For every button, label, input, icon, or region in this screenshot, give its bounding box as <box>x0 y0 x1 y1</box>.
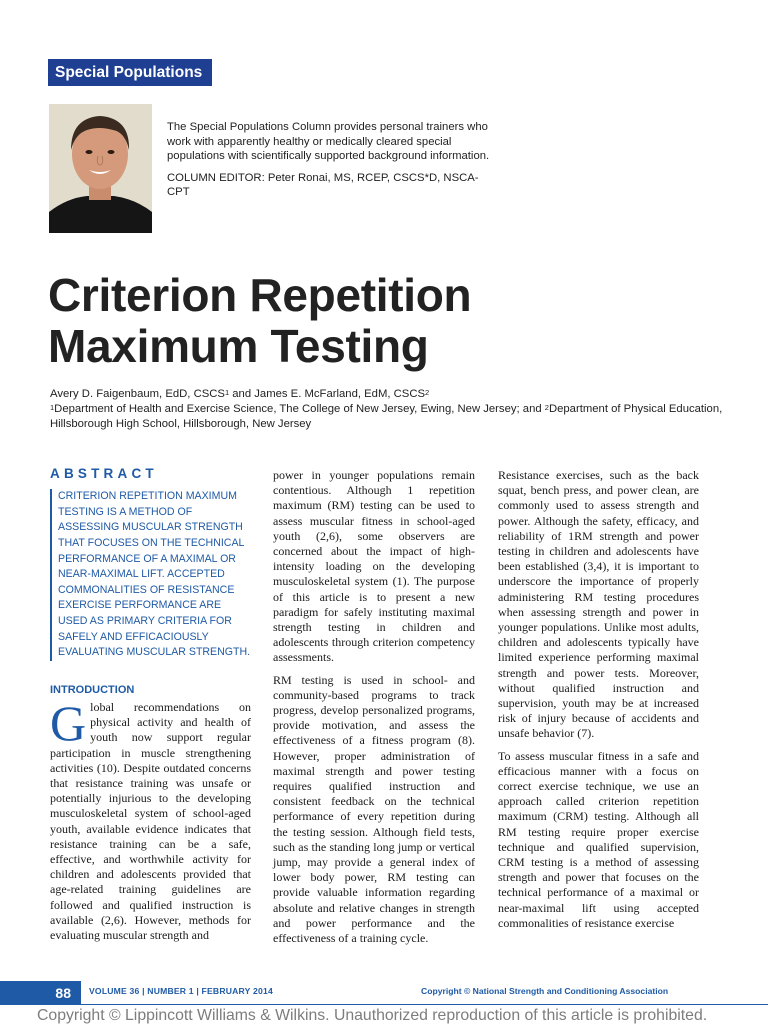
title-line-2: Maximum Testing <box>48 320 429 372</box>
column-intro-text: The Special Populations Column provides personal trainers who work with apparently healthy or medically cleared special populations with scientifically supported background information. <box>167 121 490 162</box>
column-left <box>50 466 251 943</box>
abstract-heading: ABSTRACT <box>50 466 158 481</box>
author-names: Avery D. Faigenbaum, EdD, CSCS$^1$ and James E. McFarland, EdM, CSCS$^2$ <box>50 388 430 400</box>
editor-photo <box>49 104 152 233</box>
body-paragraph: Resistance exercises, such as the back squat, bench press, and power clean, are commonly used to assess strength and power. Although the safety, efficacy, and reliability of 1RM strength and power testing in children and adolescents have been established (3,4), it is important to underscore the importance of properly administering RM testing procedures when assessing strength and power in younger populations. Unlike most adults, children and adolescents typically have limited experience performing maximal strength and power tests. Moreover, without qualified instruction and supervision, youth may be at increased risk of injury because of accidents and unsafe behavior (7). <box>498 468 699 741</box>
introduction-paragraph: Global recommendations on physical activity and health of youth now support regular participation in muscle strengthening activities (10). Despite outdated concerns that resistance training was unsafe or potentially injurious to the developing musculoskeletal system of school-aged youth, available evidence indicates that resistance training can be a safe, effective, and worthwhile activity for children and adolescents provided that age-related training guidelines are followed and qualified instruction is available (2,6). However, methods for evaluating muscular strength and <box>50 694 251 942</box>
body-paragraph: power in younger populations remain contentious. Although 1 repetition maximum (RM) testing can be used to assess muscular fitness in school-aged youth (2,6), some observers are concerned about the impact of high-intensity loading on the developing musculoskeletal system (1). The purpose of this article is to present a new paradigm for safely instituting maximal strength testing in children and adolescents through criterion competency assessments. <box>273 468 475 665</box>
author-block <box>50 387 730 432</box>
article-title <box>48 270 728 372</box>
introduction-heading: INTRODUCTION <box>50 683 135 696</box>
abstract-text: CRITERION REPETITION MAXIMUM TESTING IS A METHOD OF ASSESSING MUSCULAR STRENGTH THAT FOCUSES ON THE TECHNICAL PERFORMANCE OF A MAXIMAL OR NEAR-MAXIMAL LIFT. ACCEPTED COMMONALITIES OF RESISTANCE EXERCISE PERFORMANCE ARE USED AS PRIMARY CRITERIA FOR SAFELY AND EFFICACIOUSLY EVALUATING MUSCULAR STRENGTH. <box>50 489 251 661</box>
footer-volume-info: VOLUME 36 | NUMBER 1 | FEBRUARY 2014 <box>89 986 273 996</box>
section-banner: Special Populations <box>48 59 212 86</box>
footer-copyright-association: Copyright © National Strength and Conditioning Association <box>421 986 669 996</box>
column-right <box>498 468 699 931</box>
copyright-notice: Copyright © Lippincott Williams & Wilkins. Unauthorized reproduction of this article is prohibited. <box>37 1007 708 1024</box>
author-affiliations: $^1$Department of Health and Exercise Science, The College of New Jersey, Ewing, New Jersey; and $^2$Department of Physical Education, Hillsborough High School, Hillsborough, New Jersey <box>50 403 723 430</box>
column-editor: COLUMN EDITOR: Peter Ronai, MS, RCEP, CSCS*D, NSCA-CPT <box>167 171 479 198</box>
page-number: 88 <box>0 981 81 1005</box>
column-middle <box>273 468 475 946</box>
drop-cap: G <box>50 694 87 751</box>
body-paragraph: To assess muscular fitness in a safe and efficacious manner with a focus on correct exercise technique, we use an approach called criterion repetition maximum (CRM) testing. Although all RM testing require proper exercise technique and qualified supervision, CRM testing is a method of assessing strength and power that focuses on the technical performance of a maximal or near-maximal lift using accepted commonalities of resistance exercise <box>498 748 699 930</box>
column-description <box>167 120 497 207</box>
title-line-1: Criterion Repetition <box>48 269 472 321</box>
body-paragraph: RM testing is used in school- and community-based programs to track progress, develop personalized programs, provide motivation, and assess the effectiveness of a fitness program (8). However, proper administration of maximal strength and power testing requires qualified instruction and consistent feedback on the technical performance of every repetition during the testing session. Although field tests, such as the standing long jump or vertical jump, may provide a general index of lower body power, RM testing can provide valuable information regarding absolute and relative changes in strength and power performance and the effectiveness of a training cycle. <box>273 672 475 946</box>
